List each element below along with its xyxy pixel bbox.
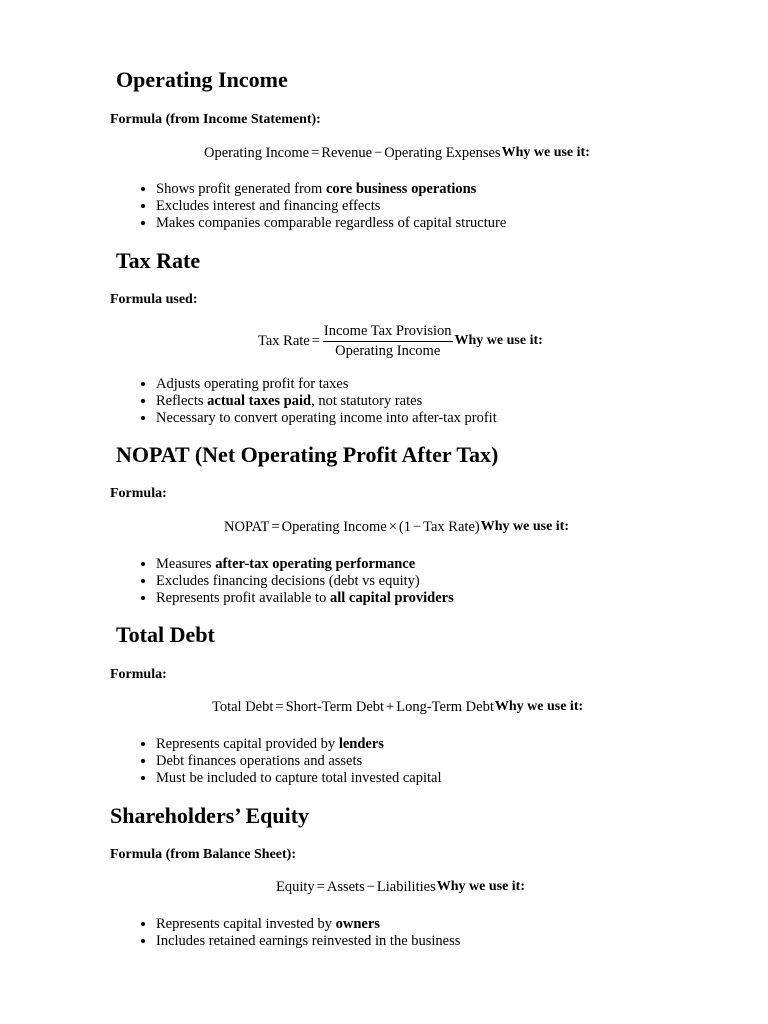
heading-operating-income: Operating Income [116,67,288,92]
bullet-list [110,556,454,607]
list-item: • Must be included to capture total invested capital [156,770,441,787]
formula-term: Equity [276,879,315,895]
why-label: Why we use it: [454,332,543,348]
formula-term: Liabilities [376,879,436,895]
equals-sign: = [271,519,280,535]
formula-term: Tax Rate [423,519,475,535]
list-item: • Represents capital provided by lenders [156,736,441,753]
list-item: • Makes companies comparable regardless of capital structure [156,215,506,232]
formula-term: Operating Income [204,145,310,161]
fraction [323,323,453,360]
list-item: • Debt finances operations and assets [156,753,441,770]
list-item: • Represents profit available to all capital providers [156,590,454,607]
list-item: • Adjusts operating profit for taxes [156,376,497,393]
formula-label: Formula used: [110,292,198,307]
formula-term: Long-Term Debt [396,699,494,715]
minus-sign: − [374,145,383,161]
bullet-list [110,736,441,787]
heading-tax-rate: Tax Rate [116,248,201,273]
minus-sign: − [412,519,422,535]
left-paren: ( [398,519,404,535]
equals-sign: = [275,699,284,715]
bullet-list [110,181,506,232]
why-label: Why we use it: [501,144,590,160]
formula-label: Formula: [110,486,167,501]
bullet-list [110,916,460,950]
list-item: • Represents capital invested by owners [156,916,460,933]
formula-term: Operating Expenses [384,145,501,161]
minus-sign: − [366,879,375,895]
formula-term: 1 [403,519,411,535]
list-item: • Shows profit generated from core business operations [156,181,506,198]
list-item: • Reflects actual taxes paid, not statutory rates [156,393,497,410]
why-label: Why we use it: [436,878,525,894]
formula-term: Assets [326,879,365,895]
formula-label: Formula (from Balance Sheet): [110,847,296,862]
right-paren: ) [474,519,480,535]
list-item: • Includes retained earnings reinvested in the business [156,933,460,950]
formula-term: NOPAT [224,519,270,535]
formula-label: Formula (from Income Statement): [110,112,321,127]
list-item: • Excludes financing decisions (debt vs equity) [156,573,454,590]
list-item: • Necessary to convert operating income into after-tax profit [156,410,497,427]
bullet-list [110,376,497,427]
formula-label: Formula: [110,667,167,682]
equals-sign: = [311,333,320,349]
fraction-denominator: Operating Income [335,343,441,359]
why-label: Why we use it: [494,698,584,714]
formula-total-debt [212,699,583,716]
plus-sign: + [386,699,395,715]
formula-term: Tax Rate [258,333,310,349]
formula-term: Total Debt [212,699,274,715]
why-label: Why we use it: [480,518,570,534]
formula-equity [276,879,525,896]
heading-shareholders-equity: Shareholders’ Equity [110,803,310,828]
formula-term: Operating Income [281,519,387,535]
heading-total-debt: Total Debt [116,622,215,647]
equals-sign: = [311,145,320,161]
list-item: • Excludes interest and financing effects [156,198,506,215]
formula-operating-income [204,145,590,162]
times-sign: × [388,519,397,535]
formula-term: Short-Term Debt [285,699,385,715]
equals-sign: = [316,879,325,895]
fraction-numerator: Income Tax Provision [323,323,453,342]
formula-tax-rate [258,323,543,360]
list-item: • Measures after-tax operating performance [156,556,454,573]
formula-nopat [224,519,569,536]
formula-term: Revenue [321,145,373,161]
heading-nopat: NOPAT (Net Operating Profit After Tax) [116,442,499,467]
